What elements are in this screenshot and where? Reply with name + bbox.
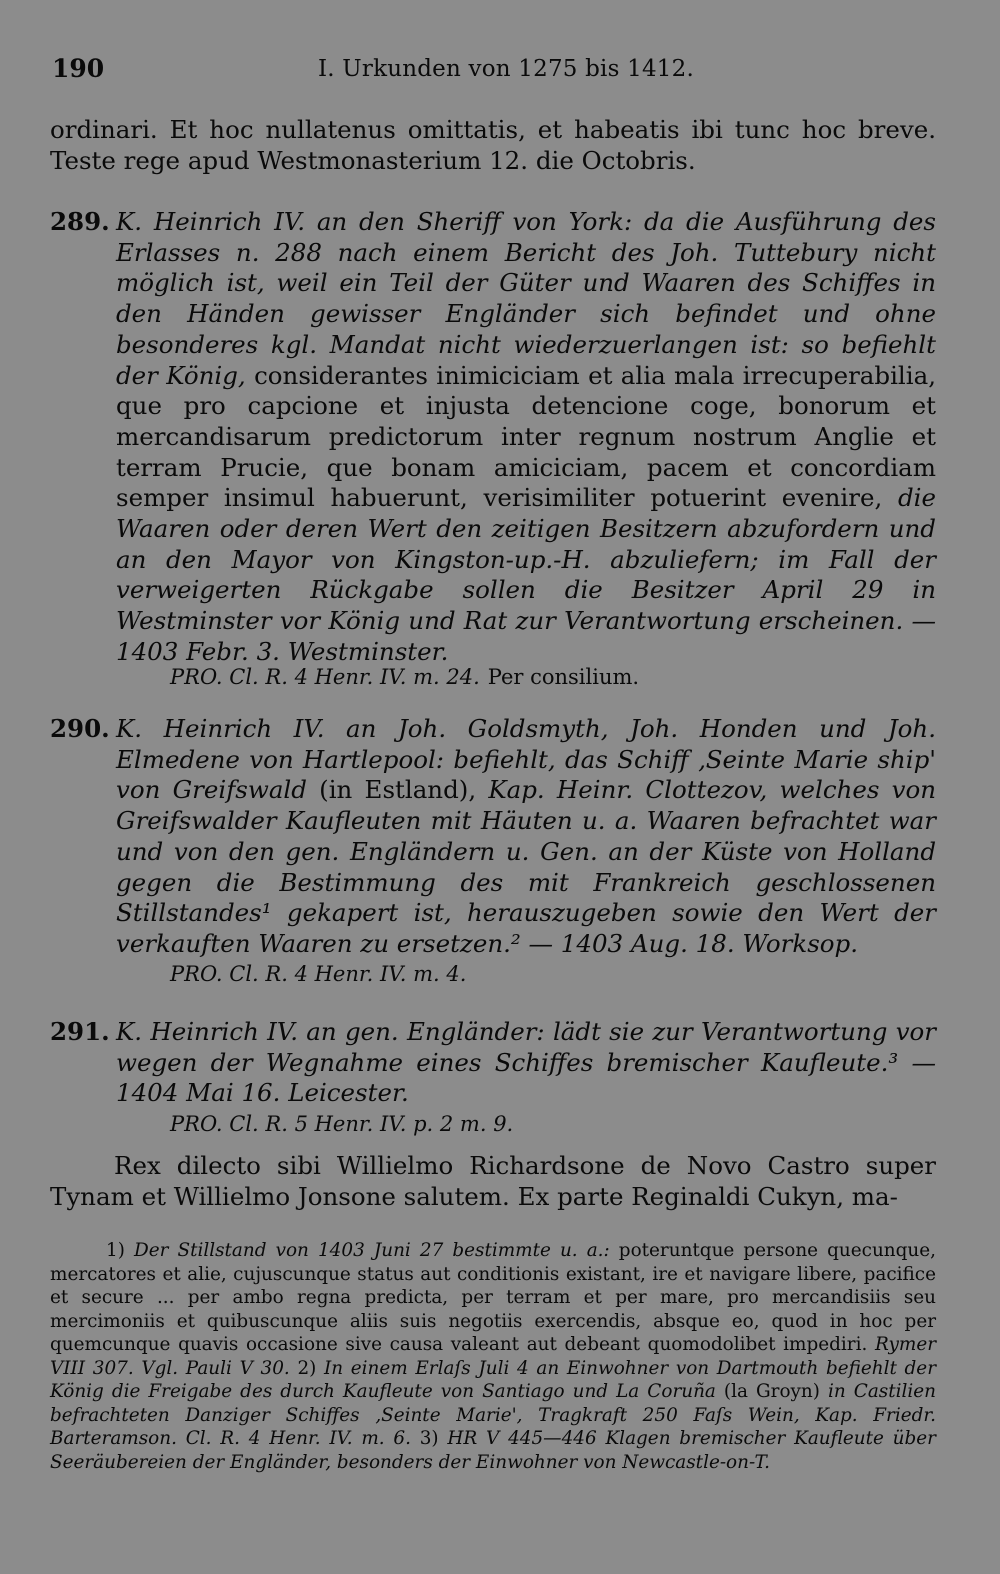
footnote-3-label: 3) — [419, 1428, 439, 1449]
footnote-1-label: 1) — [106, 1240, 125, 1261]
regest-italic: K. Heinrich IV. an gen. Engländer: lädt sie zur Verantwortung vor wegen der Wegnahme eines Schiffes bremischer Kaufleute.³ — 1404 Mai 16. Leicester. — [116, 1017, 936, 1108]
source-citation: PRO. Cl. R. 4 Henr. IV. m. 24. — [170, 665, 480, 689]
source-line-291 — [170, 1112, 513, 1136]
footnote-1-text: poteruntque persone quecunque, mercatores et alie, cujuscunque status aut conditionis existant, ire et navigare libere, pacifice et secure ... per ambo regna predicta, per terram et per mare, pro mercandisiis seu mercimoniis et quibuscunque aliis suis negotiis exercendis, absque eo, quod in hoc per quemcunque quavis occasione sive causa valeant aut debeant quomodolibet impediri. — [50, 1240, 936, 1355]
regest-italic-continued: die Waaren oder deren Wert den zeitigen Besitzern abzufordern und an den Mayor von Kingston-up.-H. abzuliefern; im Fall der verweigerten Rückgabe sollen die Besitzer April 29 in Westminster vor König und Rat zur Verantwortung erscheinen. — 1403 Febr. 3. Westminster. — [116, 483, 936, 666]
regest-italic-continued: Kap. Heinr. Clottezov, welches von Greifswalder Kaufleuten mit Häuten u. a. Waaren befrachtet war und von den gen. Engländern u. Gen. an der Küste von Holland gegen die Bestimmung des mit Frankreich geschlossenen Stillstandes¹ gekapert ist, herauszugeben sowie den Wert der verkauften Waaren zu ersetzen.² — 1403 Aug. 18. Worksop. — [116, 775, 937, 958]
footnote-2-plain: (la Groyn) — [715, 1381, 828, 1402]
footnote-3-italic: HR V 445—446 Klagen bremischer Kaufleute über Seeräubereien der Engländer, besonders der Einwohner von Newcastle-on-T. — [50, 1428, 936, 1473]
page-header — [50, 54, 940, 88]
latin-quote: considerantes inimiciciam et alia mala irrecuperabilia, que pro capcione et injusta detencione coge, bonorum et mercandisarum predictorum inter regnum nostrum Anglie et terram Prucie, que bonam amiciciam, pacem et concordiam semper insimul habuerunt, verisimiliter potuerint evenire, — [116, 360, 936, 513]
entry-number: 291. — [50, 1017, 110, 1046]
entry-291 — [50, 1017, 936, 1109]
source-citation: PRO. Cl. R. 5 Henr. IV. p. 2 m. 9. — [170, 1112, 514, 1136]
running-title: I. Urkunden von 1275 bis 1412. — [318, 56, 694, 82]
entry-number: 290. — [50, 714, 110, 743]
entry-text — [116, 714, 936, 960]
footnote-2-label: 2) — [297, 1357, 317, 1379]
footnote-2-italic-continued: in Castilien befrachteten Danziger Schiffes ‚Seinte Marie', Tragkraft 250 Faſs Wein, Kap. Friedr. Barteramson. Cl. R. 4 Henr. IV. m. 6. — [50, 1381, 936, 1449]
footnote-1-reference: Rymer VIII 307. Vgl. Pauli V 30. — [50, 1334, 936, 1379]
source-line-290 — [170, 962, 466, 986]
entry-number: 289. — [50, 207, 110, 236]
entry-text — [116, 1017, 936, 1109]
regest-italic: K. Heinrich IV. an den Sheriff von York: da die Ausführung des Erlasses n. 288 nach einem Bericht des Joh. Tuttebury nicht möglich ist, weil ein Teil der Güter und Waaren des Schiffes in den Händen gewisser Engländer sich befindet und ohne besonderes kgl. Mandat nicht wiederzuerlangen ist: so befiehlt der König, — [116, 207, 936, 390]
regest-italic: K. Heinrich IV. an Joh. Goldsmyth, Joh. Honden und Joh. Elmedene von Hartlepool: befiehlt, das Schiff ‚Seinte Marie ship' von Greifswald — [116, 714, 936, 805]
plain-insert: (in Estland), — [306, 775, 489, 805]
footnote-2-italic: In einem Erlaſs Juli 4 an Einwohner von Dartmouth befiehlt der König die Freigabe des durch Kaufleute von Santiago und La Coruña — [50, 1357, 936, 1402]
intro-paragraph: ordinari. Et hoc nullatenus omittatis, et habeatis ibi tunc hoc breve. Teste rege apud Westmonasterium 12. die Octobris. — [50, 115, 936, 175]
closing-paragraph: Rex dilecto sibi Willielmo Richardsone de Novo Castro super Tynam et Willielmo Jonsone salutem. Ex parte Reginaldi Cukyn, ma- — [50, 1151, 936, 1211]
entry-290 — [50, 714, 936, 960]
entry-289 — [50, 207, 936, 668]
source-citation: PRO. Cl. R. 4 Henr. IV. m. 4. — [170, 962, 467, 986]
source-note: Per consilium. — [487, 665, 640, 689]
footnote-1-italic: Der Stillstand von 1403 Juni 27 bestimmte u. a.: — [133, 1240, 610, 1261]
footnotes — [50, 1239, 936, 1474]
source-line-289 — [170, 665, 639, 689]
entry-text — [116, 207, 936, 668]
page-number: 190 — [52, 54, 105, 83]
